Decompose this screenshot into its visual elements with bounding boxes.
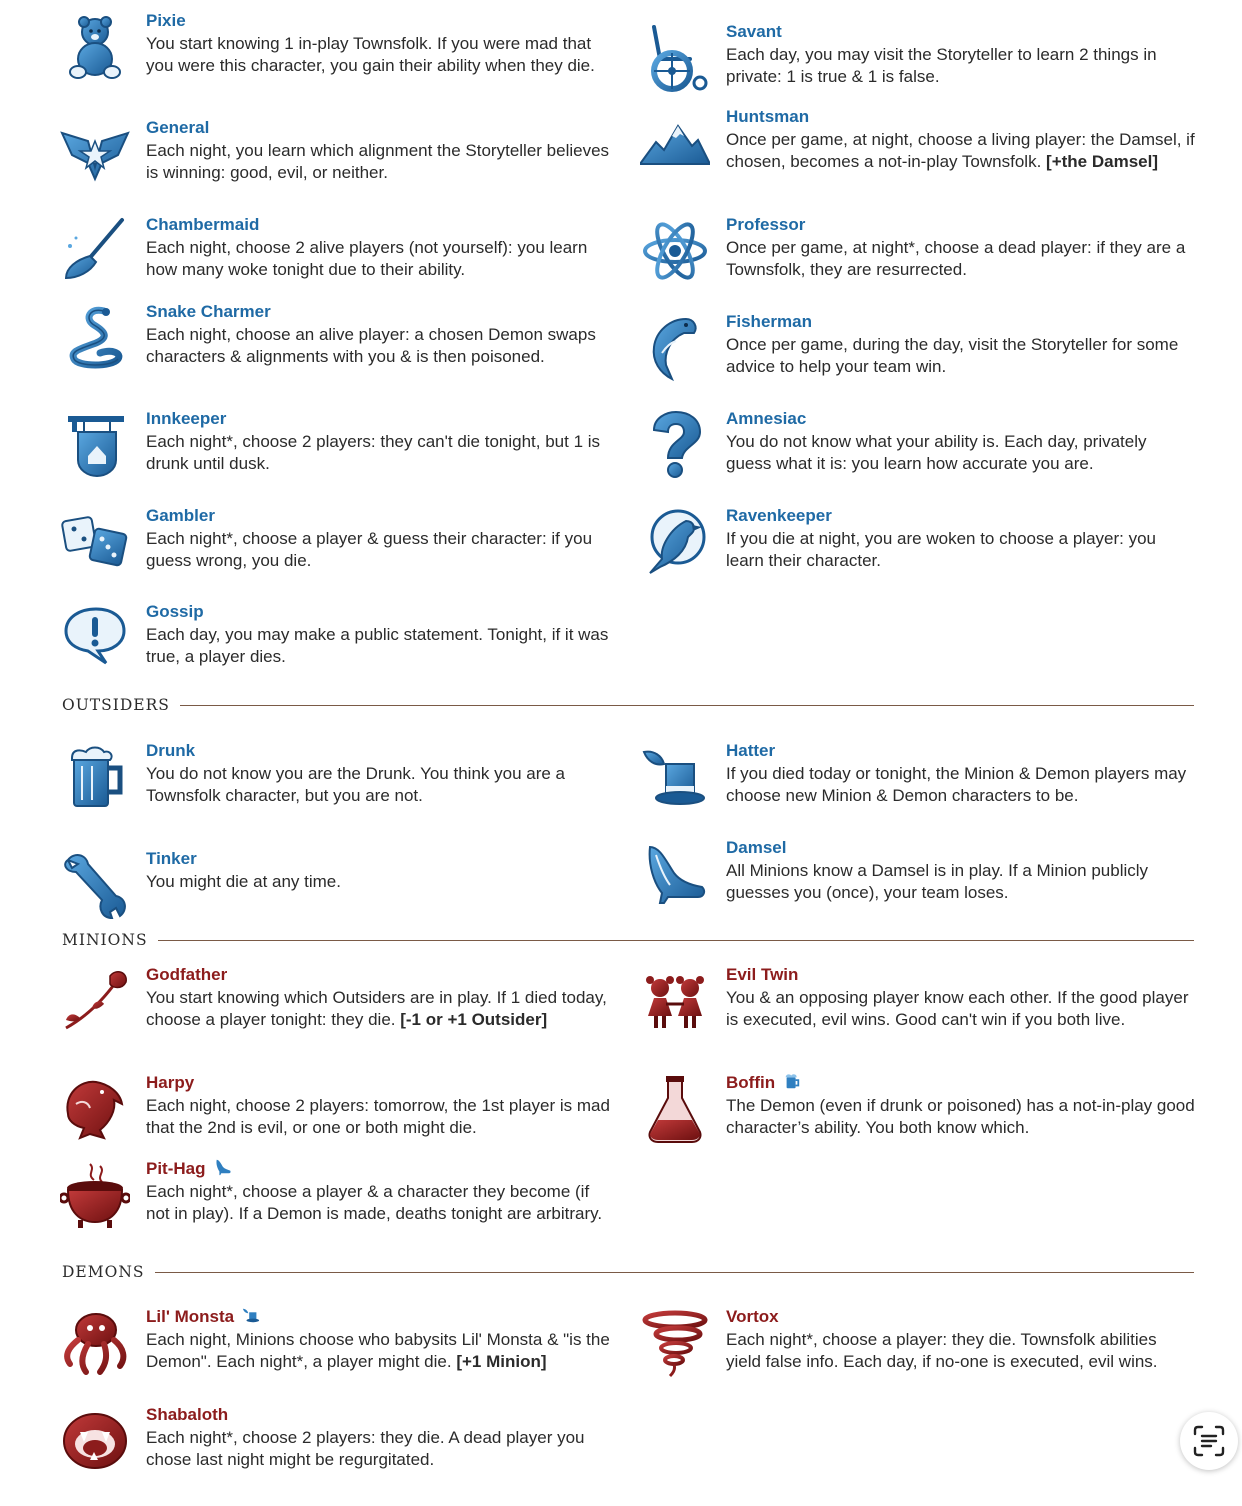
role-name: Damsel	[726, 838, 787, 857]
role-name: Drunk	[146, 741, 196, 760]
role-name: Snake Charmer	[146, 302, 271, 321]
role-ability: Each night, Minions choose who babysits Lil' Monsta & "is the Demon". Each night*, a player might die. [+1 Minion]	[146, 1330, 610, 1371]
role-name: Innkeeper	[146, 409, 227, 428]
snake-icon	[58, 301, 132, 375]
role-ability: All Minions know a Damsel is in play. If a Minion publicly guesses you (once), your team loses.	[726, 861, 1149, 902]
role-name: General	[146, 118, 210, 137]
role-ability: Each night, choose an alive player: a chosen Demon swaps characters & alignments with you & is then poisoned.	[146, 325, 596, 366]
role-ability: If you die at night, you are woken to choose a player: you learn their character.	[726, 529, 1156, 570]
inn-sign-icon	[58, 408, 132, 482]
dice-icon	[58, 505, 132, 579]
flask-icon	[638, 1072, 712, 1146]
role-name: Savant	[726, 22, 782, 41]
role-name: Gambler	[146, 506, 215, 525]
scan-text-icon	[1192, 1424, 1226, 1458]
role-ability: Each night*, choose a player & guess their character: if you guess wrong, you die.	[146, 529, 593, 570]
question-mark-icon	[638, 408, 712, 482]
section-divider	[62, 1272, 1194, 1273]
role-name: Lil' Monsta	[146, 1307, 235, 1326]
role-name: Amnesiac	[726, 409, 807, 428]
role-ability: If you died today or tonight, the Minion & Demon players may choose new Minion & Demon characters to be.	[726, 764, 1187, 805]
role-ability: Each night*, choose a player: they die. Townsfolk abilities yield false info. Each day, if no-one is executed, evil wins.	[726, 1330, 1158, 1371]
role-name: Pit-Hag	[146, 1159, 206, 1178]
role-ability: Each night*, choose a player & a character they become (if not in play). If a Demon is made, deaths tonight are arbitrary.	[146, 1182, 603, 1223]
hatter-icon	[242, 1306, 260, 1324]
role-name: Evil Twin	[726, 965, 799, 984]
role-name: Godfather	[146, 965, 228, 984]
mountains-icon	[638, 106, 712, 180]
role-ability: Each night, choose 2 players: tomorrow, the 1st player is mad that the 2nd is evil, or one or both might die.	[146, 1096, 610, 1137]
beer-mug-icon	[783, 1072, 801, 1090]
section-divider	[62, 705, 1194, 706]
role-name: Pixie	[146, 11, 186, 30]
role-ability: Once per game, during the day, visit the Storyteller for some advice to help your team win.	[726, 335, 1179, 376]
speech-bubble-icon	[58, 601, 132, 675]
top-hat-icon	[638, 740, 712, 814]
role-ability: You do not know what your ability is. Each day, privately guess what it is: you learn how accurate you are.	[726, 432, 1147, 473]
cauldron-icon	[58, 1158, 132, 1232]
role-ability: Once per game, at night, choose a living player: the Damsel, if chosen, becomes a not-in-play Townsfolk. [+the Damsel]	[726, 130, 1195, 171]
role-name: Fisherman	[726, 312, 812, 331]
role-name: Chambermaid	[146, 215, 260, 234]
role-name: Vortox	[726, 1307, 779, 1326]
role-name: Harpy	[146, 1073, 195, 1092]
role-ability: You start knowing which Outsiders are in play. If 1 died today, choose a player tonight: they die. [-1 or +1 Outsider]	[146, 988, 607, 1029]
role-ability: You might die at any time.	[146, 872, 341, 891]
role-ability: Each night*, choose 2 players: they die. A dead player you chose last night might be regurgitated.	[146, 1428, 585, 1469]
tornado-icon	[638, 1306, 712, 1380]
section-title: OUTSIDERS	[62, 694, 180, 716]
wrench-icon	[58, 848, 132, 922]
wheelchair-icon	[638, 21, 712, 95]
section-divider	[62, 940, 1194, 941]
role-name: Huntsman	[726, 107, 810, 126]
section-minions	[62, 929, 1194, 951]
star-wings-icon	[58, 117, 132, 191]
raven-icon	[638, 505, 712, 579]
role-ability: Each night, you learn which alignment the Storyteller believes is winning: good, evil, or neither.	[146, 141, 610, 182]
mouth-icon	[58, 1404, 132, 1478]
fish-icon	[638, 311, 712, 385]
section-title: DEMONS	[62, 1261, 155, 1283]
rose-icon	[58, 964, 132, 1038]
role-ability: Each day, you may visit the Storyteller to learn 2 things in private: 1 is true & 1 is false.	[726, 45, 1157, 86]
role-name: Tinker	[146, 849, 197, 868]
teddy-bear-icon	[58, 10, 132, 84]
role-ability: You do not know you are the Drunk. You think you are a Townsfolk character, but you are not.	[146, 764, 565, 805]
glass-slipper-icon	[638, 837, 712, 911]
role-ability: Each night*, choose 2 players: they can't die tonight, but 1 is drunk until dusk.	[146, 432, 601, 473]
role-name: Ravenkeeper	[726, 506, 832, 525]
twins-icon	[638, 964, 712, 1038]
section-outsiders	[62, 694, 1194, 716]
role-name: Boffin	[726, 1073, 776, 1092]
scan-text-button[interactable]	[1180, 1412, 1238, 1470]
beer-mug-icon	[58, 740, 132, 814]
octopus-icon	[58, 1306, 132, 1380]
role-name: Gossip	[146, 602, 204, 621]
role-ability: Once per game, at night*, choose a dead player: if they are a Townsfolk, they are resurrected.	[726, 238, 1186, 279]
atom-icon	[638, 214, 712, 288]
role-ability: Each night, choose 2 alive players (not yourself): you learn how many woke tonight due to their ability.	[146, 238, 588, 279]
role-ability: The Demon (even if drunk or poisoned) has a not-in-play good character’s ability. You both know which.	[726, 1096, 1195, 1137]
role-ability: You & an opposing player know each other. If the good player is executed, evil wins. Good can't win if you both live.	[726, 988, 1189, 1029]
harpy-icon	[58, 1072, 132, 1146]
feather-duster-icon	[58, 214, 132, 288]
role-name: Shabaloth	[146, 1405, 229, 1424]
role-ability: Each day, you may make a public statement. Tonight, if it was true, a player dies.	[146, 625, 609, 666]
role-name: Hatter	[726, 741, 776, 760]
section-demons	[62, 1261, 1194, 1283]
section-title: MINIONS	[62, 929, 158, 951]
glass-slipper-icon	[214, 1158, 232, 1176]
role-ability: You start knowing 1 in-play Townsfolk. If you were mad that you were this character, you gain their ability when they die.	[146, 34, 595, 75]
role-name: Professor	[726, 215, 806, 234]
